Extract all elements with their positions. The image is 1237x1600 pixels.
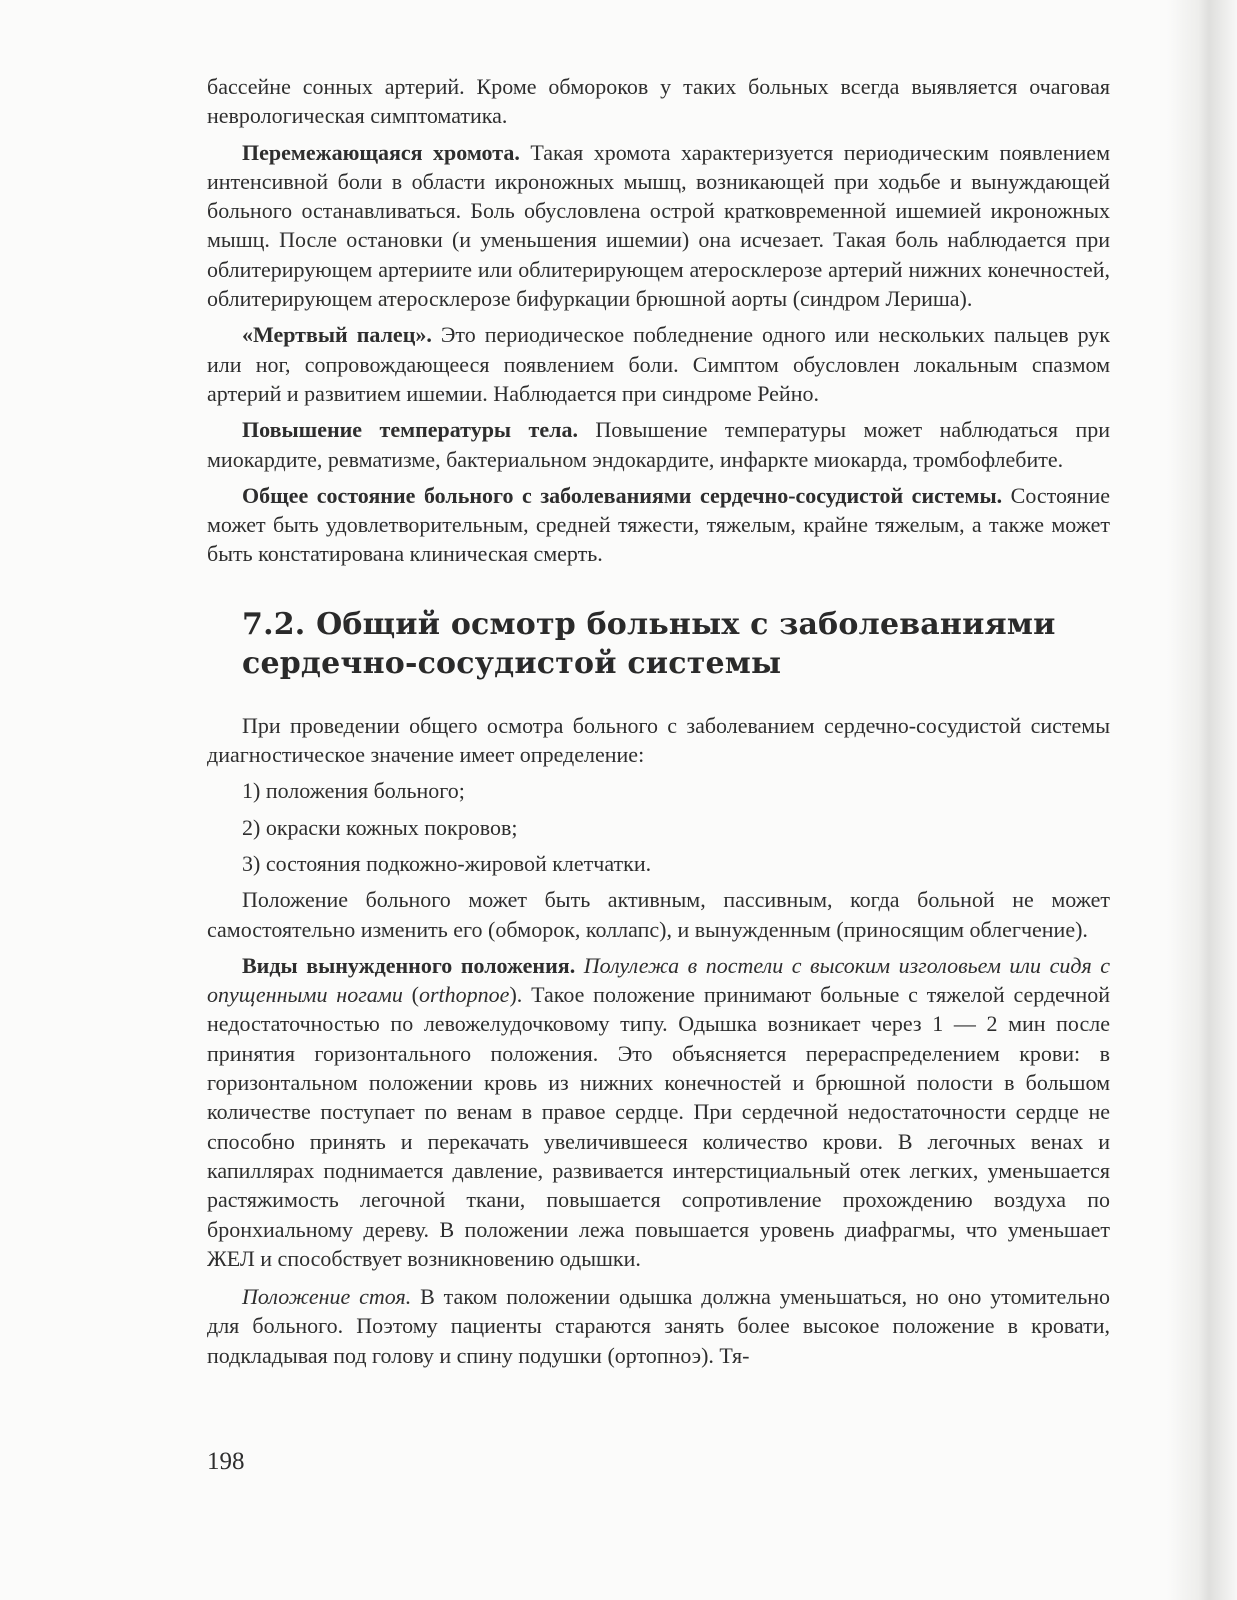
forced-position-paren: ( [402,982,419,1008]
paragraph-dead-finger [207,320,1110,408]
temperature-text: Повышение температуры может наблюдаться при миокардите, ревматизме, бактериальном эндокардите, инфаркте миокарда, тромбофлебите. [207,417,1110,472]
dead-finger-text: Это периодическое побледнение одного или нескольких пальцев рук или ног, сопровождающееся появлением боли. Симптом обусловлен локальным спазмом артерий и развитием ишемии. Наблюдается при синдроме Рейно. [207,322,1110,406]
term-claudication: Перемежающаяся хромота. [242,139,520,165]
forced-position-text: ). Такое положение принимают больные с тяжелой сердечной недостаточностью по левожелудочковому типу. Одышка возникает через 1 — 2 мин после принятия горизонтального положения. Это объясняется перераспределением крови: в горизонтальном положении кровь из нижних конечностей и брюшной полости в большом количестве поступает по венам в правое сердце. При сердечной недостаточности сердце не способно принять и перекачать увеличившееся количество крови. В легочных венах и капиллярах поднимается давление, развивается интерстициальный отек легких, уменьшается растяжимость легочной ткани, повышается сопротивление прохождению воздуха по бронхиальному дереву. В положении лежа повышается уровень диафрагмы, что уменьшает ЖЕЛ и способствует возникновению одышки. [207,982,1110,1271]
list-item: 2) окраски кожных покровов; [242,814,518,840]
standing-text: В таком положении одышка должна уменьшаться, но оно утомительно для больного. Поэтому пациенты стараются занять более высокое положение в кровати, подкладывая под голову и спину подушки (ортопноэ). Тя- [207,1284,1111,1368]
paragraph-exam-intro: При проведении общего осмотра больного с заболеванием сердечно-сосудистой системы диагностическое значение имеет определение: [207,712,1110,768]
forced-position-italic: Полулежа в постели с высоким изголовьем или сидя с опущенными ногами [207,952,1110,1008]
term-standing: Положение стоя. [242,1284,412,1310]
paragraph-claudication [207,138,1110,314]
paragraph-temperature [207,415,1110,474]
list-item: 3) состояния подкожно-жировой клетчатки. [242,850,652,876]
page-number: 198 [207,1448,245,1475]
term-general-state: Общее состояние больного с заболеваниями сердечно-сосудистой системы. [242,482,1003,508]
term-temperature: Повышение температуры тела. [242,417,578,443]
orthopnoe-term: orthopnoe [418,982,510,1008]
claudication-text: Такая хромота характеризуется периодическим появлением интенсивной боли в области икроножных мышц, возникающей при ходьбе и вынуждающей больного останавливаться. Боль обусловлена острой кратковременной ишемией икроножных мышц. После остановки (и уменьшения ишемии) она исчезает. Такая боль наблюдается при облитерирующем артериите или облитерирующем атеросклерозе артерий нижних конечностей, облитерирующем атеросклерозе бифуркации брюшной аорты (синдром Лериша). [207,139,1110,312]
paragraph-standing [207,1282,1110,1370]
page-edge-shadow [1167,0,1237,1600]
section-heading: 7.2. Общий осмотр больных с заболеваниями сердечно-сосудистой системы [242,606,1056,681]
page-body [207,72,1110,1370]
term-dead-finger: «Мертвый палец». [242,322,432,348]
list-item: 1) положения больного; [242,778,465,804]
paragraph-position: Положение больного может быть активным, пассивным, когда больной не может самостоятельно изменить его (обморок, коллапс), и вынужденным (приносящим облегчение). [207,887,1110,942]
general-state-text: Состояние может быть удовлетворительным, средней тяжести, тяжелым, крайне тяжелым, а также может быть констатирована клиническая смерть. [207,482,1110,567]
paragraph-general-state [207,481,1110,569]
term-forced-position: Виды вынужденного положения. [242,952,576,978]
paragraph-forced-position [207,951,1110,1273]
paragraph-intro: бассейне сонных артерий. Кроме обмороков у таких больных всегда выявляется очаговая неврологическая симптоматика. [207,74,1110,129]
